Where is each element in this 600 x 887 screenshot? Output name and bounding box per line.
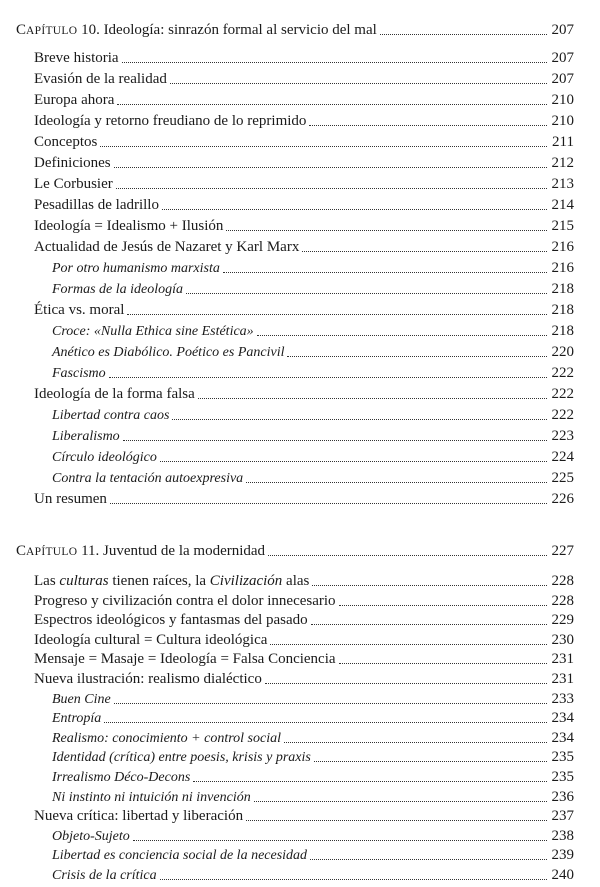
page-number: 215 [551, 218, 574, 234]
toc-subentry: Por otro humanismo marxista 216 [52, 260, 574, 276]
page-number: 220 [551, 344, 574, 360]
toc-subentry: Anético es Diabólico. Poético es Pancivil 220 [52, 344, 574, 360]
toc-subentry: Croce: «Nulla Ethica sine Estética» 218 [52, 323, 574, 339]
toc-entry: Ideología de la forma falsa 222 [34, 386, 574, 402]
page-number: 210 [551, 92, 574, 108]
page-number: 237 [551, 808, 574, 825]
toc-subentry: Entropía 234 [52, 710, 574, 727]
leader-dots [268, 554, 547, 556]
toc-entry: Actualidad de Jesús de Nazaret y Karl Marx 216 [34, 239, 574, 255]
toc-entry: Ideología y retorno freudiano de lo reprimido 210 [34, 113, 574, 129]
toc-subentry: Libertad es conciencia social de la necesidad 239 [52, 847, 574, 864]
page-number: 231 [551, 671, 574, 687]
toc-entry: Progreso y civilización contra el dolor innecesario 228 [34, 592, 574, 609]
page-number: 210 [551, 113, 574, 129]
page-number: 222 [551, 365, 574, 381]
page-number: 224 [551, 449, 574, 465]
toc-entry: Ética vs. moral 218 [34, 302, 574, 318]
page-number: 235 [551, 769, 574, 785]
toc-entry: Ideología = Idealismo + Ilusión 215 [34, 218, 574, 234]
page-number: 238 [551, 827, 574, 844]
page-number: 211 [552, 134, 574, 150]
page-number: 225 [551, 470, 574, 486]
page-number: 216 [551, 239, 574, 255]
page-number: 239 [551, 847, 574, 864]
page-number: 234 [551, 729, 574, 746]
page-number: 234 [551, 710, 574, 727]
chapter-title: CAPÍTULO 10. Ideología: sinrazón formal al servicio del mal [16, 22, 377, 38]
toc-entry: Definiciones 212 [34, 155, 574, 171]
toc-subentry: Crisis de la crítica 240 [52, 867, 574, 883]
leader-dots [380, 33, 547, 35]
toc-entry: Un resumen 226 [34, 491, 574, 507]
page-number: 223 [551, 428, 574, 444]
page-number: 230 [551, 631, 574, 648]
toc-entry: Evasión de la realidad 207 [34, 71, 574, 87]
toc-subentry: Ni instinto ni intuición ni invención 236 [52, 788, 574, 805]
toc-subentry: Liberalismo 223 [52, 428, 574, 444]
toc-entry: Espectros ideológicos y fantasmas del pasado 229 [34, 612, 574, 629]
page-number: 207 [551, 50, 574, 66]
toc-entry: Nueva crítica: libertad y liberación 237 [34, 808, 574, 825]
page-number: 233 [551, 690, 574, 707]
page-number: 218 [551, 323, 574, 339]
toc-subentry: Contra la tentación autoexpresiva 225 [52, 470, 574, 486]
toc-subentry: Buen Cine 233 [52, 690, 574, 707]
page-number: 227 [551, 543, 574, 559]
page-number: 226 [551, 491, 574, 507]
toc-entry: Le Corbusier 213 [34, 176, 574, 192]
toc-subentry: Fascismo 222 [52, 365, 574, 381]
page-number: 216 [551, 260, 574, 276]
page-number: 222 [551, 407, 574, 423]
toc-subentry: Libertad contra caos 222 [52, 407, 574, 423]
page-number: 212 [551, 155, 574, 171]
page-number: 236 [551, 788, 574, 805]
page-number: 231 [551, 651, 574, 668]
toc-subentry: Realismo: conocimiento + control social 234 [52, 729, 574, 746]
chapter-heading [16, 20, 574, 40]
toc-entry: Conceptos 211 [34, 134, 574, 150]
toc-subentry: Formas de la ideología 218 [52, 281, 574, 297]
chapter-heading [16, 541, 574, 561]
toc-entry: Europa ahora 210 [34, 92, 574, 108]
toc-subentry: Círculo ideológico 224 [52, 449, 574, 465]
toc-entry: Mensaje = Masaje = Ideología = Falsa Conciencia 231 [34, 651, 574, 668]
page-number: 228 [551, 573, 574, 589]
page-number: 240 [551, 867, 574, 883]
chapter-title: CAPÍTULO 11. Juventud de la modernidad [16, 543, 266, 559]
toc-entry: Pesadillas de ladrillo 214 [34, 197, 574, 213]
page-number: 235 [551, 749, 574, 766]
toc-entry: Nueva ilustración: realismo dialéctico 231 [34, 671, 574, 687]
page-number: 229 [551, 612, 574, 629]
toc-subentry: Irrealismo Déco-Decons 235 [52, 769, 574, 785]
page-number: 213 [551, 176, 574, 192]
page-number: 218 [551, 281, 574, 297]
page-number: 207 [551, 22, 574, 38]
toc-entry: Ideología cultural = Cultura ideológica 230 [34, 631, 574, 648]
page-number: 228 [551, 592, 574, 609]
page-number: 222 [551, 386, 574, 402]
page-number: 207 [551, 71, 574, 87]
toc-subentry: Identidad (crítica) entre poesis, krisis y praxis 235 [52, 749, 574, 766]
toc-subentry: Objeto-Sujeto 238 [52, 827, 574, 844]
toc-entry: Las culturas tienen raíces, la Civilización alas 228 [34, 573, 574, 589]
page-number: 218 [551, 302, 574, 318]
toc-entry: Breve historia 207 [34, 50, 574, 66]
page-number: 214 [551, 197, 574, 213]
